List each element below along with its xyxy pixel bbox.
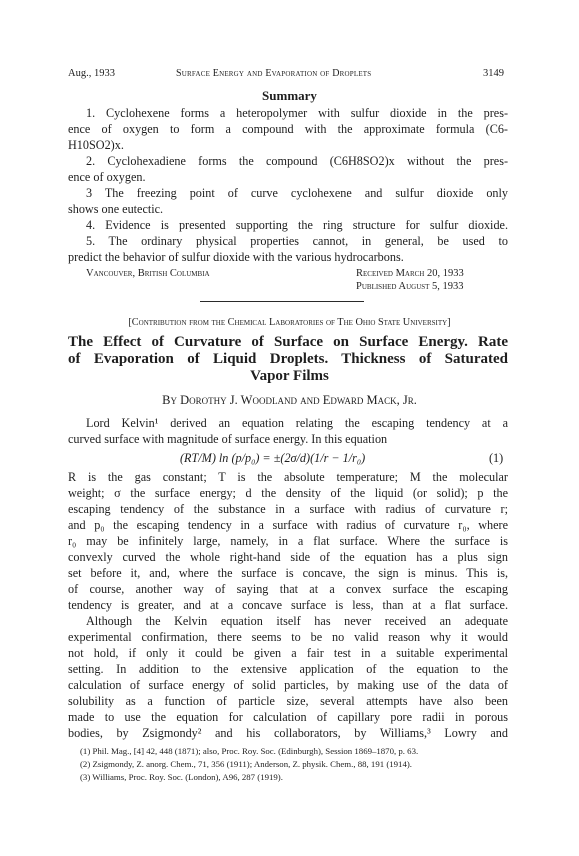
equation-number: (1): [489, 451, 504, 465]
body-line: convexly curved the whole right-hand side of the equation has a plus sign: [68, 550, 508, 564]
header-date: Aug., 1933: [68, 68, 115, 79]
summary-line: shows one eutectic.: [68, 202, 164, 216]
summary-line: ence of oxygen.: [68, 170, 146, 184]
footnote: (3) Williams, Proc. Roy. Soc. (London), A96, 287 (1919).: [80, 772, 283, 782]
summary-line: 5. The ordinary physical properties cannot, in general, be used to: [86, 234, 508, 248]
body-line: experimental confirmation, there seems to be no valid reason why it would: [68, 630, 508, 644]
summary-heading: Summary: [262, 88, 317, 103]
article-title-line: of Evaporation of Liquid Droplets. Thickness of Saturated: [68, 351, 508, 367]
header-running-title: Surface Energy and Evaporation of Droplets: [176, 68, 372, 79]
body-line: setting. In addition to the extensive application of the equation to the: [68, 662, 508, 676]
body-line: made to use the equation for calculation of capillary pore radii in porous: [68, 710, 508, 724]
summary-line: 4. Evidence is presented supporting the ring structure for sulfur dioxide.: [86, 218, 508, 232]
published-date: Published August 5, 1933: [356, 281, 464, 292]
body-line: weight; σ the surface energy; d the density of the liquid (or solid); p the: [68, 486, 508, 500]
summary-line: 1. Cyclohexene forms a heteropolymer with sulfur dioxide in the pres-: [86, 106, 508, 120]
summary-line: predict the behavior of sulfur dioxide with the various hydrocarbons.: [68, 250, 404, 264]
body-line: Lord Kelvin¹ derived an equation relating the escaping tendency at a: [86, 416, 508, 430]
section-divider: [200, 301, 364, 302]
body-line: not hold, if only it could be given a fair test in a suitable experimental: [68, 646, 508, 660]
footnote: (2) Zsigmondy, Z. anorg. Chem., 71, 356 (1911); Anderson, Z. physik. Chem., 88, 191 (1914).: [80, 759, 412, 769]
body-line: and p₀ the escaping tendency in a surface with radius of curvature r₀, where: [68, 518, 508, 532]
body-line: of course, another way of saying that at a convex surface the escaping: [68, 582, 508, 596]
summary-line: 3 The freezing point of curve cyclohexene and sulfur dioxide only: [86, 186, 508, 200]
body-line: calculation of surface energy of solid particles, by making use of the data of: [68, 678, 508, 692]
body-line: escaping tendency of the substance in a surface with radius of curvature r;: [68, 502, 508, 516]
body-line: Although the Kelvin equation itself has never received an adequate: [86, 614, 508, 628]
body-line: tendency is greater, and at a concave surface is less, than at a flat surface.: [68, 598, 508, 612]
body-line: bodies, by Zsigmondy² and his collaborators, by Williams,³ Lowry and: [68, 726, 508, 740]
header-page-number: 3149: [483, 68, 504, 79]
body-line: solubility as a function of particle size, several attempts have also been: [68, 694, 508, 708]
body-line: curved surface with magnitude of surface energy. In this equation: [68, 432, 388, 446]
footnote: (1) Phil. Mag., [4] 42, 448 (1871); also, Proc. Roy. Soc. (Edinburgh), Session 1869–1870, p. 63.: [80, 746, 419, 756]
summary-line: H10SO2)x.: [68, 138, 124, 152]
location: Vancouver, British Columbia: [86, 268, 210, 279]
article-title-line: The Effect of Curvature of Surface on Surface Energy. Rate: [68, 334, 508, 350]
summary-line: ence of oxygen to form a compound with the approximate formula (C6-: [68, 122, 508, 136]
article-title-line: Vapor Films: [250, 368, 329, 384]
byline: By Dorothy J. Woodland and Edward Mack, Jr.: [162, 393, 417, 407]
received-date: Received March 20, 1933: [356, 268, 464, 279]
body-line: r₀ may be infinitely large, namely, in a flat surface. Where the surface is: [68, 534, 508, 548]
body-line: set before it, and, where the surface is concave, the sign is minus. This is,: [68, 566, 508, 580]
body-line: R is the gas constant; T is the absolute temperature; M the molecular: [68, 470, 508, 484]
contribution-line: [Contribution from the Chemical Laboratories of The Ohio State University]: [128, 317, 451, 328]
kelvin-equation: (RT/M) ln (p/p₀) = ±(2σ/d)(1/r − 1/r₀): [180, 451, 366, 465]
summary-line: 2. Cyclohexadiene forms the compound (C6H8SO2)x without the pres-: [86, 154, 508, 168]
